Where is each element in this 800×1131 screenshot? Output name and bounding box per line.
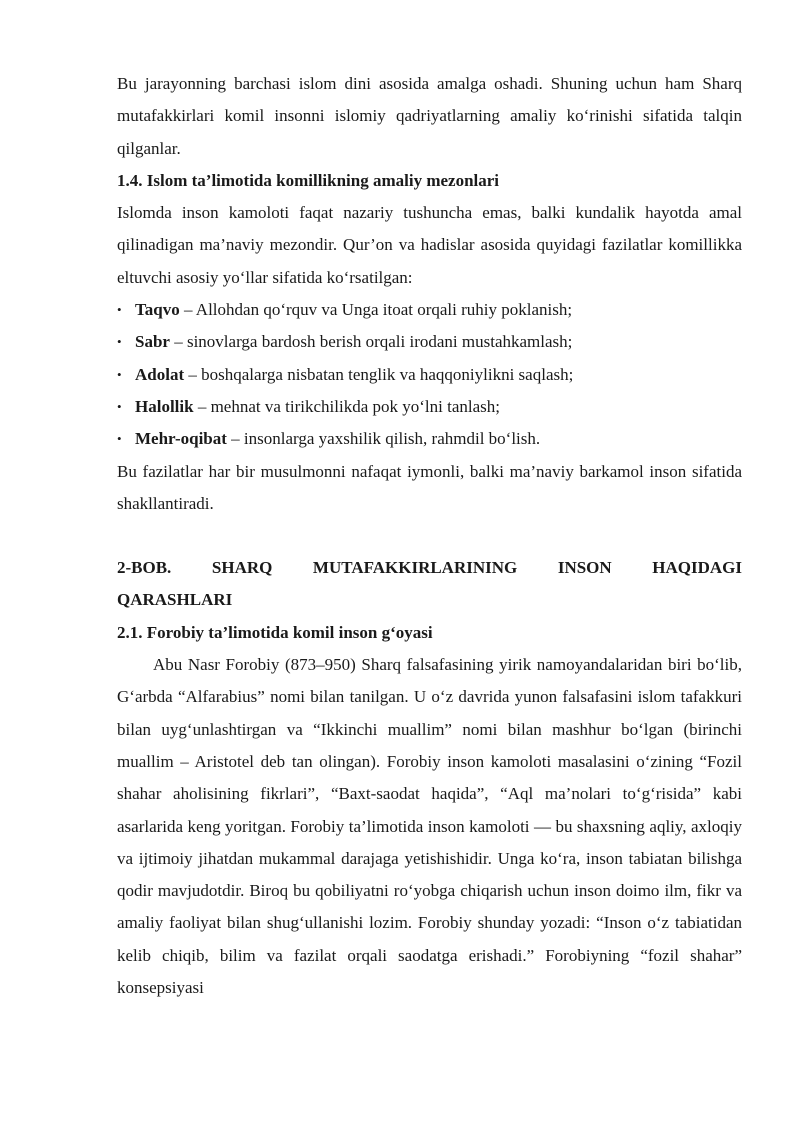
- chapter-title: 2-BOB. SHARQ MUTAFAKKIRLARINING INSON HAQIDAGI: [117, 558, 742, 578]
- virtue-description: – Allohdan qoʻrquv va Unga itoat orqali ruhiy poklanish;: [179, 300, 573, 320]
- document-page: [117, 68, 742, 1004]
- virtue-description: – insonlarga yaxshilik qilish, rahmdil boʻlish.: [226, 429, 541, 449]
- section-heading-2-1: 2.1. Forobiy ta’limotida komil inson gʻoyasi: [117, 622, 433, 642]
- virtues-list: [117, 294, 742, 455]
- bullet-icon: •: [117, 334, 122, 350]
- virtue-term: Taqvo: [135, 300, 180, 320]
- section-heading-1-4: 1.4. Islom ta’limotida komillikning amaliy mezonlari: [117, 170, 500, 190]
- virtue-term: Mehr-oqibat: [135, 429, 227, 449]
- list-item: [117, 423, 742, 455]
- virtue-description: – sinovlarga bardosh berish orqali irodani mustahkamlash;: [169, 332, 573, 352]
- list-item: [117, 294, 742, 326]
- bullet-icon: •: [117, 366, 122, 382]
- virtue-term: Halollik: [135, 396, 194, 416]
- list-item: [117, 359, 742, 391]
- paragraph-intro: Bu jarayonning barchasi islom dini asosida amalga oshadi. Shuning uchun ham Sharq mutafakkirlari komil insonni islomiy qadriyatlarning amaliy koʻrinishi sifatida talqin qilganlar.: [117, 74, 742, 158]
- paragraph-islom-kamoloti: Islomda inson kamoloti faqat nazariy tushuncha emas, balki kundalik hayotda amal qilinadigan ma’naviy mezondir. Qur’on va hadislar asosida quyidagi fazilatlar komillikka eltuvchi asosiy yoʻllar sifatida koʻrsatilgan:: [117, 203, 742, 287]
- chapter-title-continued: QARASHLARI: [117, 590, 233, 610]
- bullet-icon: •: [117, 431, 122, 447]
- paragraph-fazilatlar: Bu fazilatlar har bir musulmonni nafaqat iymonli, balki ma’naviy barkamol inson sifatida shakllantiradi.: [117, 461, 742, 513]
- virtue-term: Adolat: [135, 364, 185, 384]
- bullet-icon: •: [117, 398, 122, 414]
- list-item: [117, 326, 742, 358]
- list-item: [117, 391, 742, 423]
- virtue-description: – boshqalarga nisbatan tenglik va haqqoniylikni saqlash;: [184, 364, 574, 384]
- paragraph-forobiy: Abu Nasr Forobiy (873–950) Sharq falsafasining yirik namoyandalaridan biri boʻlib, Gʻarbda “Alfarabius” nomi bilan tanilgan. U oʻz davrida yunon falsafasini islom tafakkuri bilan uygʻunlashtirgan va “Ikkinchi muallim” nomi bilan mashhur boʻlgan (birinchi muallim – Aristotel deb tan olingan). Forobiy inson kamoloti masalasini oʻzining “Fozil shahar aholisining fikrlari”, “Baxt-saodat haqida”, “Aql ma’nolari toʻgʻrisida” kabi asarlarida keng yoritgan. Forobiy ta’limotida inson kamoloti — bu shaxsning aqliy, axloqiy va ijtimoiy jihatdan mukammal darajaga yetishishidir. Unga koʻra, inson tabiatan bilishga qodir mavjudotdir. Biroq bu qobiliyatni roʻyobga chiqarish uchun inson doimo ilm, fikr va amaliy faoliyat bilan shugʻullanishi lozim. Forobiy shunday yozadi: “Inson oʻz tabiatidan kelib chiqib, bilim va fazilat orqali saodatga erishadi.” Forobiyning “fozil shahar” konsepsiyasi: [117, 655, 742, 998]
- virtue-term: Sabr: [135, 332, 170, 352]
- virtue-description: – mehnat va tirikchilikda pok yoʻlni tanlash;: [193, 396, 500, 416]
- bullet-icon: •: [117, 302, 122, 318]
